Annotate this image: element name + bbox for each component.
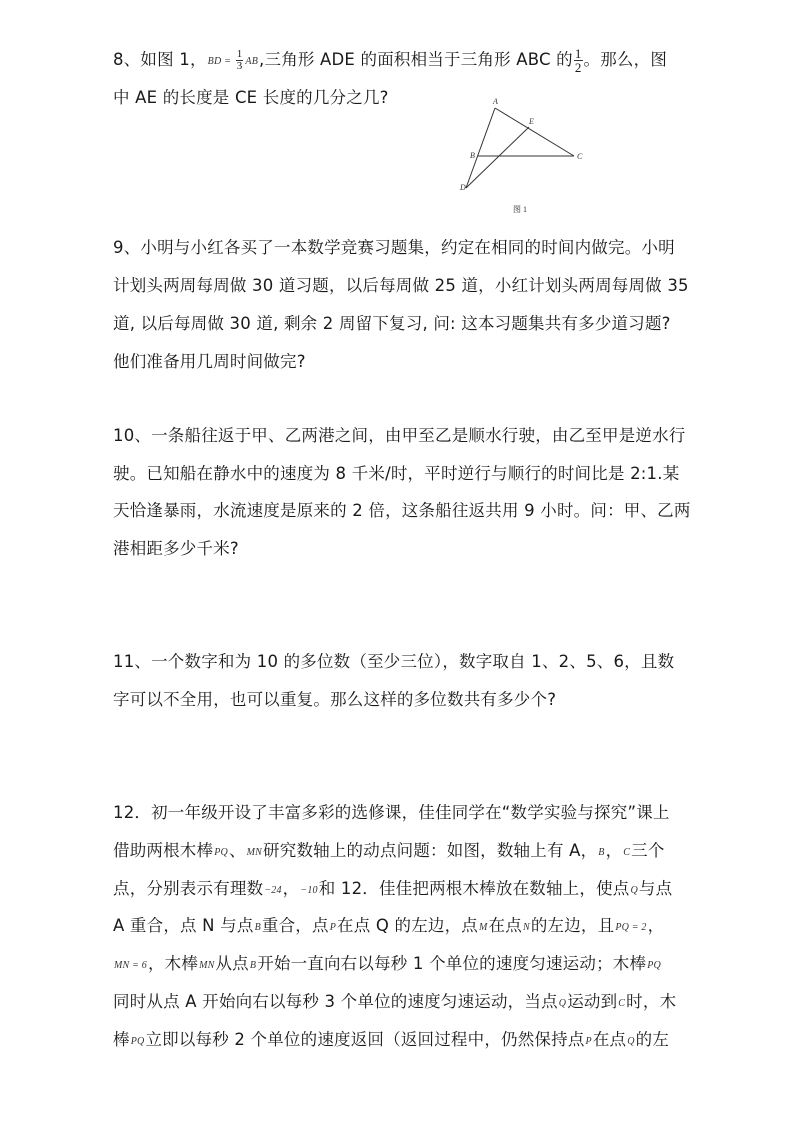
- q12-text: A 重合，点 N 与点: [113, 916, 254, 935]
- q12-text: ，: [647, 916, 665, 935]
- q12-math: B: [254, 922, 261, 933]
- q8-text: ,三角形 ADE 的面积相当于三角形 ABC 的: [259, 50, 573, 69]
- q8-line-1: [113, 47, 667, 74]
- q12-text: 重合，点: [261, 916, 329, 935]
- q8-text-end: 。那么，图: [583, 50, 668, 69]
- q12-line-3: [113, 878, 672, 902]
- q12-math: PQ = 2: [615, 922, 647, 933]
- q8-line-2: 中 AE 的长度是 CE 长度的几分之几?: [113, 88, 389, 107]
- q12-math: −10: [300, 885, 318, 896]
- q12-math: MN = 6: [114, 960, 147, 971]
- q12-text: 三个: [631, 841, 665, 860]
- point-e-label: E: [529, 117, 534, 126]
- q10-line-1: 10、一条船往返于甲、乙两港之间，由甲至乙是顺水行驶，由乙至甲是逆水行: [113, 426, 686, 445]
- q11-line-1: 11、一个数字和为 10 的多位数（至少三位），数字取自 1、2、5、6，且数: [113, 652, 675, 671]
- point-d-label: D: [460, 183, 466, 192]
- q12-math: P: [585, 1036, 592, 1047]
- q12-text: 研究数轴上的动点问题：如图，数轴上有 A，: [263, 841, 598, 860]
- q12-text: 点，分别表示有理数: [113, 879, 264, 898]
- q12-text: ，: [282, 879, 300, 898]
- line-de: [466, 127, 529, 188]
- q8-fraction-one-half: $\frac{1}{2}$: [574, 46, 582, 75]
- q12-text: 、: [228, 841, 246, 860]
- q12-text: 同时从点 A 开始向右以每秒 3 个单位的速度匀速运动，当点: [113, 992, 558, 1011]
- point-a-label: A: [493, 97, 498, 106]
- point-c-label: C: [577, 152, 583, 161]
- point-b-label: B: [470, 151, 475, 160]
- q10-line-3: 天恰逢暴雨，水流速度是原来的 2 倍，这条船往返共用 9 小时。问：甲、乙两: [113, 501, 691, 520]
- q8-number: 8、如图 1，: [113, 50, 207, 69]
- q9-line-1: 9、小明与小红各买了一本数学竞赛习题集，约定在相同的时间内做完。小明: [113, 238, 675, 257]
- q9-line-3: 道, 以后每周做 30 道, 剩余 2 周留下复习, 问: 这本习题集共有多少道习题?: [113, 314, 671, 333]
- q11-line-2: 字可以不全用，也可以重复。那么这样的多位数共有多少个?: [113, 690, 557, 709]
- q12-math: Q: [627, 1036, 635, 1047]
- q12-line-6: [113, 991, 676, 1015]
- q12-line-1: 12．初一年级开设了丰富多彩的选修课，佳佳同学在“数学实验与探究”课上: [113, 803, 670, 822]
- q12-line-2: [113, 840, 665, 864]
- q12-line-4: [113, 915, 664, 939]
- q12-text: 在点 Q 的左边，点: [337, 916, 478, 935]
- q9-line-4: 他们准备用几周时间做完?: [113, 352, 306, 371]
- q12-text: 时，木: [626, 992, 677, 1011]
- q12-math: M: [479, 922, 488, 933]
- q12-text: 和 12．佳佳把两根木棒放在数轴上，使点: [318, 879, 630, 898]
- q12-text: 从点: [215, 954, 249, 973]
- q9-line-2: 计划头两周每周做 30 道习题，以后每周做 25 道，小红计划头两周每周做 35: [113, 276, 689, 295]
- q8-fraction-one-third: $\frac{1}{3}$: [236, 48, 243, 72]
- q8-math-bd: BD =: [207, 56, 234, 67]
- q12-text: 借助两根木棒: [113, 841, 214, 860]
- q12-text: 在点: [488, 916, 522, 935]
- q12-text: ，木棒: [147, 954, 199, 973]
- q12-math: C: [618, 998, 626, 1009]
- q12-math: P: [329, 922, 337, 933]
- q12-text: 在点: [592, 1030, 627, 1049]
- q12-math: −24: [264, 885, 282, 896]
- q12-text: 的左: [635, 1030, 670, 1049]
- q12-text: 的左边，且: [530, 916, 615, 935]
- q12-math: Q: [630, 885, 638, 896]
- q8-math-ab: AB: [245, 56, 259, 67]
- q12-line-5: [113, 953, 662, 977]
- q12-math: MN: [246, 847, 263, 858]
- q10-line-2: 驶。已知船在静水中的速度为 8 千米/时，平时逆行与顺行的时间比是 2:1.某: [113, 464, 680, 483]
- q12-math: C: [623, 847, 631, 858]
- q12-math: B: [598, 847, 605, 858]
- q12-text: 立即以每秒 2 个单位的速度返回（返回过程中，仍然保持点: [145, 1030, 585, 1049]
- q12-text: 开始一直向右以每秒 1 个单位的速度匀速运动；木棒: [257, 954, 647, 973]
- line-ad: [466, 108, 495, 188]
- figure-caption: 图 1: [513, 205, 527, 214]
- q12-text: 与点: [638, 879, 673, 898]
- q12-math: PQ: [130, 1036, 145, 1047]
- q10-line-4: 港相距多少千米?: [113, 539, 239, 558]
- q12-line-7: [113, 1029, 669, 1053]
- q12-math: B: [249, 960, 257, 971]
- figure-1-triangle-diagram: [455, 95, 595, 220]
- q12-math: PQ: [214, 847, 228, 858]
- q12-math: PQ: [647, 960, 661, 971]
- q12-math: N: [522, 922, 530, 933]
- q12-text: 运动到: [567, 992, 618, 1011]
- q12-text: 棒: [113, 1030, 130, 1049]
- q12-text: ，: [605, 841, 623, 860]
- q12-math: Q: [558, 998, 567, 1009]
- q12-math: MN: [199, 960, 215, 971]
